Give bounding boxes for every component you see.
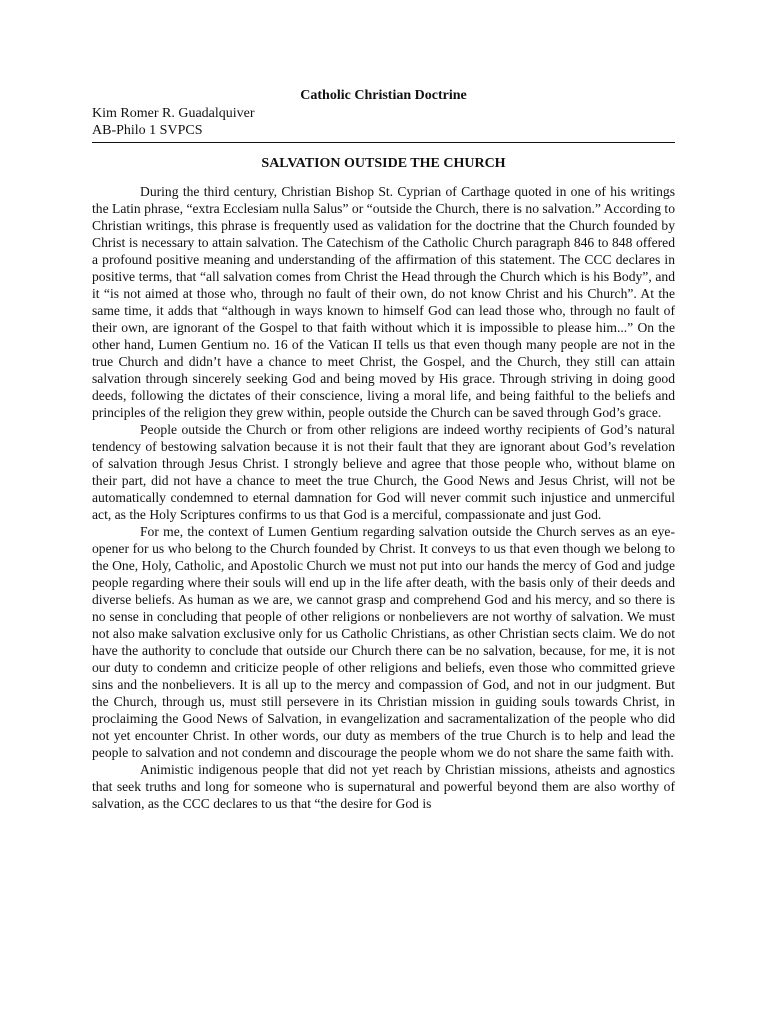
author-name: Kim Romer R. Guadalquiver (92, 106, 255, 121)
header-divider (92, 142, 675, 143)
document-page (92, 86, 675, 812)
paragraph-2: People outside the Church or from other religions are indeed worthy recipients of God’s natural tendency of bestowing salvation because it is not their fault that they are ignorant about God’s revelation of salvation through Jesus Christ. I strongly believe and agree that those people who, without blame on their part, did not have a chance to meet the true Church, the Good News and Jesus Christ, will not be automatically condemned to eternal damnation for God will never commit such injustice and unmerciful act, as the Holy Scriptures confirms to us that God is a merciful, compassionate and just God. (92, 422, 675, 522)
paragraph-4: Animistic indigenous people that did not yet reach by Christian missions, atheists and agnostics that seek truths and long for someone who is supernatural and powerful beyond them are also worthy of salvation, as the CCC declares to us that “the desire for God is (92, 762, 675, 811)
paragraph-1: During the third century, Christian Bishop St. Cyprian of Carthage quoted in one of his writings the Latin phrase, “extra Ecclesiam nulla Salus” or “outside the Church, there is no salvation.” According to Christian writings, this phrase is frequently used as validation for the doctrine that the Church founded by Christ is necessary to attain salvation. The Catechism of the Catholic Church paragraph 846 to 848 offered a profound positive meaning and understanding of the affirmation of this statement. The CCC declares in positive terms, that “all salvation comes from Christ the Head through the Church which is his Body”, and it “is not aimed at those who, through no fault of their own, do not know Christ and his Church”. At the same time, it adds that “although in ways known to himself God can lead those who, through no fault of their own, are ignorant of the Gospel to that faith without which it is impossible to please him...” On the other hand, Lumen Gentium no. 16 of the Vatican II tells us that even though many people are not in the true Church and didn’t have a chance to meet Christ, the Gospel, and the Church, they still can attain salvation through sincerely seeking God and being moved by His grace. Through striving in doing good deeds, following the dictates of their conscience, living a moral life, and being faithful to the beliefs and principles of the religion they grew within, people outside the Church can be saved through God’s grace. (92, 184, 675, 420)
class-section: AB-Philo 1 SVPCS (92, 123, 203, 138)
paragraph-3: For me, the context of Lumen Gentium regarding salvation outside the Church serves as an eye-opener for us who belong to the Church founded by Christ. It conveys to us that even though we belong to the One, Holy, Catholic, and Apostolic Church we must not put into our hands the mercy of God and judge people regarding where their souls will end up in the life after death, with the basis only of their deeds and diverse beliefs. As human as we are, we cannot grasp and comprehend God and his mercy, and so there is no sense in concluding that people of other religions or nonbelievers are not worthy of salvation. We must not also make salvation exclusive only for us Catholic Christians, as other Christian sects claim. We do not have the authority to conclude that outside our Church there can be no salvation, because, for me, it is not our duty to condemn and criticize people of other religions and beliefs, even those who committed grieve sins and the nonbelievers. It is all up to the mercy and compassion of God, and not in our judgment. But the Church, through us, must still persevere in its Christian mission in guiding souls towards Christ, in proclaiming the Good News of Salvation, in evangelization and sacramentalization of the people who did not yet encounter Christ. In other words, our duty as members of the true Church is to help and lead the people to salvation and not condemn and discourage the people whom we do not share the same faith with. (92, 524, 675, 760)
essay-title: SALVATION OUTSIDE THE CHURCH (261, 156, 506, 171)
course-title: Catholic Christian Doctrine (300, 88, 467, 103)
